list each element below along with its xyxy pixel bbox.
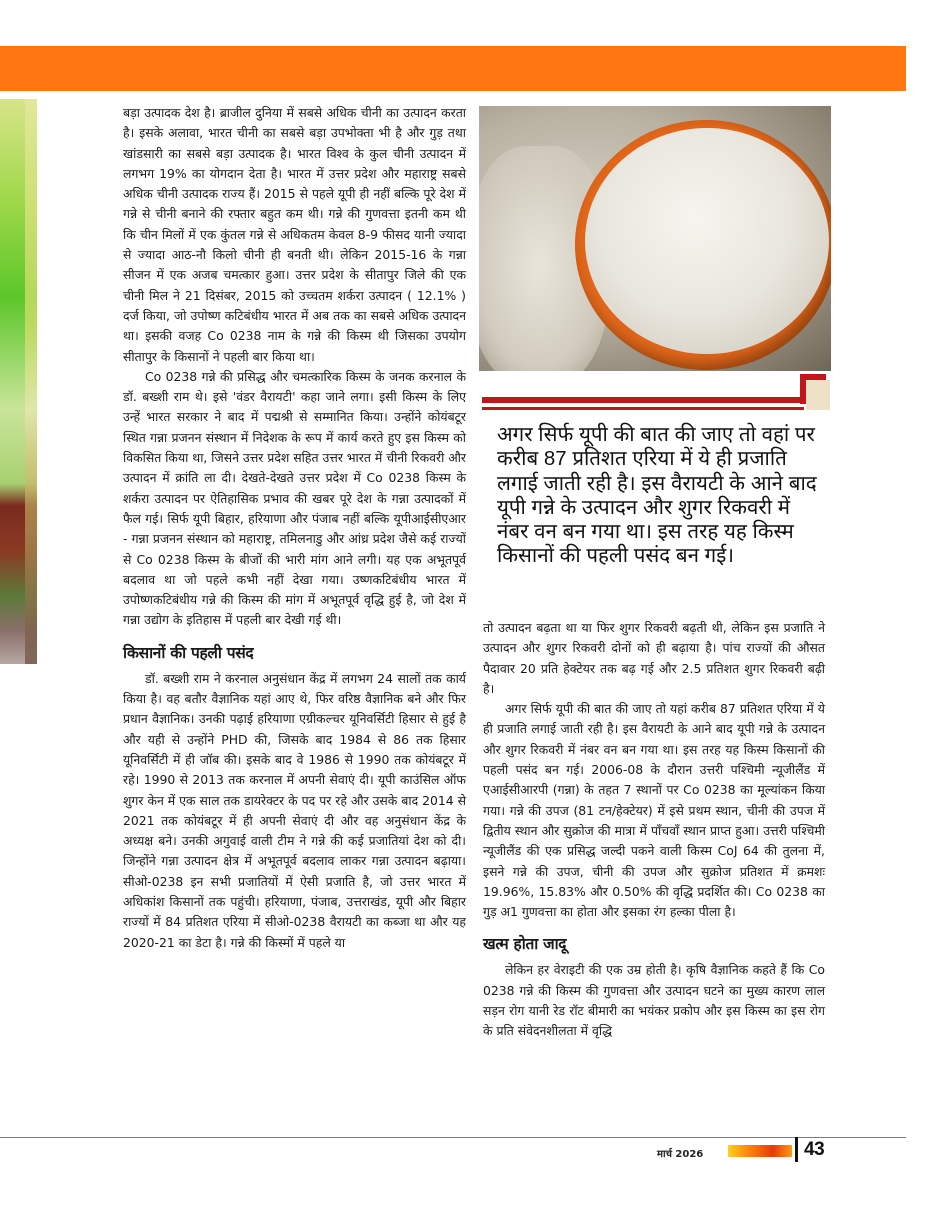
issue-date: मार्च 2026 [657,1149,704,1160]
body-paragraph: Co 0238 गन्ने की प्रसिद्ध और चमत्कारिक किस्म के जनक करनाल के डॉ. बख्शी राम थे। इसे 'वंडर वैरायटी' कहा जाने लगा। इसी किस्म के लिए उन्हें भारत सरकार ने बाद में पद्मश्री से सम्मानित किया। उन्होंने कोयंबटूर स्थित गन्ना प्रजनन संस्थान में निदेशक के रूप में कार्य करते हुए इस किस्म को विकसित किया था, जिसने उत्तर प्रदेश सहित उत्तर भारत में चीनी रिकवरी और उत्पादन में क्रांति ला दी। देखते-देखते उत्तर प्रदेश में Co 0238 किस्म के शर्करा उत्पादन पर ऐतिहासिक प्रभाव की खबर पूरे देश के गन्ना उत्पादकों में फैल गई। सिर्फ यूपी बिहार, हरियाणा और पंजाब नहीं बल्कि यूपीआईसीएआर - गन्ना प्रजनन संस्थान को महाराष्ट्र, तमिलनाडु और आंध्र प्रदेश जैसे कई राज्यों से Co 0238 किस्म के बीजों की भारी मांग आने लगी। यह एक अभूतपूर्व बदलाव था जो पहले कभी नहीं देखा गया। उष्णकटिबंधीय भारत में उपोष्णकटिबंधीय गन्ने की किस्म की मांग में अभूतपूर्व वृद्धि हुई है, जो देश में गन्ना उद्योग के इतिहास में पहली बार देखी गई थी। [123,368,466,628]
decorative-red-rule [482,397,804,403]
pull-quote: अगर सिर्फ यूपी की बात की जाए तो वहां पर करीब 87 प्रतिशत एरिया में ये ही प्रजाति लगाई जाती रही है। इस वैरायटी के आने बाद यूपी गन्ने के उत्पादन और शुगर रिकवरी में नंबर वन बन गया था। इस तरह यह किस्म किसानों की पहली पसंद बन गई। [497,423,817,568]
magazine-logo [728,1145,792,1157]
body-paragraph: बड़ा उत्पादक देश है। ब्राजील दुनिया में सबसे अधिक चीनी का उत्पादन करता है। इसके अलावा, भारत चीनी का सबसे बड़ा उपभोक्ता भी है और गुड़ तथा खांडसारी का सबसे बड़ा उत्पादक है। भारत विश्व के कुल चीनी उत्पादन में लगभग 19% का योगदान देता है। भारत में उत्तर प्रदेश और महाराष्ट्र सबसे अधिक चीनी उत्पादक राज्य हैं। 2015 से पहले यूपी ही नहीं बल्कि पूरे देश में गन्ने से चीनी बनाने की रफ्तार बहुत कम थी। गन्ने की गुणवत्ता इतनी कम थी कि चीन मिलों में एक कुंतल गन्ने से अधिकतम केवल 8-9 फीसद यानी ज्यादा से ज्यादा आठ-नौ किलो चीनी ही बनती थी। लेकिन 2015-16 के गन्ना सीजन में एक अजब चमत्कार हुआ। उत्तर प्रदेश के सीतापुर जिले की एक चीनी मिल ने 21 दिसंबर, 2015 को उच्चतम शर्करा उत्पादन ( 12.1% ) दर्ज किया, जो उपोष्ण कटिबंधीय भारत में अब तक का सबसे अधिक उत्पादन था। इसकी वजह Co 0238 नाम के गन्ने की किस्म थी जिसका उपयोग सीतापुर के किसानों ने पहली बार किया था। [123,105,466,364]
body-paragraph: डॉ. बख्शी राम ने करनाल अनुसंधान केंद्र में लगभग 24 सालों तक कार्य किया है। वह बतौर वैज्ञानिक यहां आए थे, फिर वरिष्ठ वैज्ञानिक बने और फिर प्रधान वैज्ञानिक। उनकी पढ़ाई हरियाणा एग्रीकल्चर यूनिवर्सिटी हिसार से हुई है और यही से उन्होंने PHD की, जिसके बाद 1984 से 86 तक हिसार यूनिवर्सिटी में ही जॉब की। इसके बाद वे 1986 से 1990 तक कोयंबटूर में रहे। 1990 से 2013 तक करनाल में अपनी सेवाएं दी। यूपी काउंसिल ऑफ शुगर केन में एक साल तक डायरेक्टर के पद पर रहे और उसके बाद 2014 से 2021 तक कोयंबटूर में ही अपनी सेवाएं दी और वह अनुसंधान केंद्र के अध्यक्ष बने। उनकी अगुवाई वाली टीम ने गन्ने की कई प्रजातियां देश को दी। जिन्होंने गन्ना उत्पादन क्षेत्र में अभूतपूर्व बदलाव लाकर गन्ना उत्पादन बढ़ाया। सीओ-0238 इन सभी प्रजातियों में ऐसी प्रजाति है, जो उत्तर भारत में अधिकांश किसानों तक पहुंची। हरियाणा, पंजाब, उत्तराखंड, यूपी और बिहार राज्यों में 84 प्रतिशत एरिया में सीओ-0238 वैरायटी का कब्जा था और यह 2020-21 का डेटा है। गन्ने की किस्मों में पहले या [123,670,466,950]
decorative-beige-block [806,380,830,410]
footer-divider [795,1137,798,1162]
left-text-column [123,103,466,953]
sugar-bowl-photo [479,106,831,371]
section-heading: खत्म होता जादू [483,935,567,954]
header-color-bar [0,46,906,91]
bowl-sugar [585,128,829,354]
section-heading: किसानों की पहली पसंद [123,643,254,662]
decorative-red-rule-thin [482,407,804,410]
sugarcane-photo-strip [0,99,37,664]
body-paragraph: लेकिन हर वेराइटी की एक उम्र होती है। कृषि वैज्ञानिक कहते हैं कि Co 0238 गन्ने की किस्म की गुणवत्ता और उत्पादन घटने का मुख्य कारण लाल सड़न रोग यानी रेड रॉट बीमारी का भयंकर प्रकोप और इस किस्म का इस रोग के प्रति संवेदनशीलता में वृद्धि [483,962,825,1039]
decorative-red-corner-vertical [800,374,806,404]
page-number: 43 [804,1139,825,1160]
footer-rule [0,1137,906,1138]
body-paragraph: अगर सिर्फ यूपी की बात की जाए तो यहां करीब 87 प्रतिशत एरिया में ये ही प्रजाति लगाई जाती रही है। इस वैरायटी के आने बाद यूपी गन्ने के उत्पादन और शुगर रिकवरी में नंबर वन बन गया था। इस तरह यह किस्म किसानों की पहली पसंद बन गई। 2006-08 के दौरान उत्तरी पश्चिमी न्यूजीलैंड में एआईसीआरपी (गन्ना) के तहत 7 स्थानों पर Co 0238 का मूल्यांकन किया गया। गन्ने की उपज (81 टन/हेक्टेयर) में इसे प्रथम स्थान, चीनी की उपज में द्वितीय स्थान और सुक्रोज की मात्रा में पाँचवाँ स्थान प्राप्त हुआ। उत्तरी पश्चिमी न्यूजीलैंड की एक प्रसिद्ध जल्दी पकने वाली किस्म CoJ 64 की तुलना में, इसने गन्ने की उपज, चीनी की उपज और सुक्रोज प्रतिशत में क्रमशः 19.96%, 15.83% और 0.50% की वृद्धि प्रदर्शित की। Co 0238 का गुड़ अ1 गुणवत्ता का होता और इसका रंग हल्का पीला है। [483,701,825,920]
body-paragraph: तो उत्पादन बढ़ता था या फिर शुगर रिकवरी बढ़ती थी, लेकिन इस प्रजाति ने उत्पादन और शुगर रिकवरी दोनों को ही बढ़ाया है। पांच राज्यों की औसत पैदावार 20 प्रति हेक्टेयर तक बढ़ गई और 2.5 प्रतिशत शुगर रिकवरी बढ़ी है। [483,620,825,696]
right-text-column [483,618,825,1042]
